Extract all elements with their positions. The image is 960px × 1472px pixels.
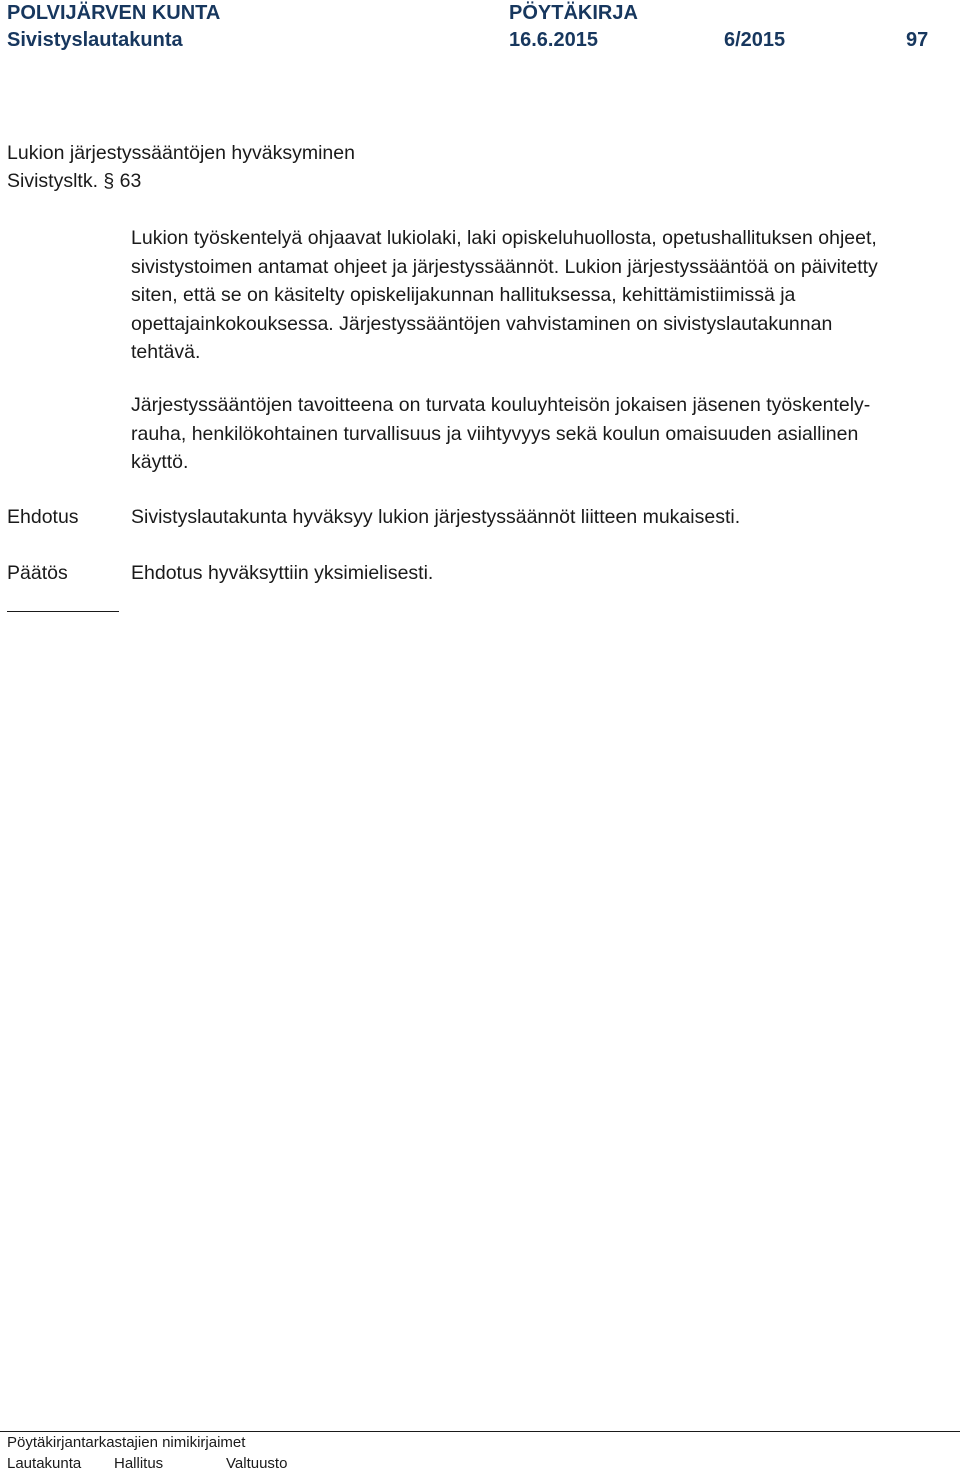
footer-col-government: Hallitus xyxy=(114,1455,164,1472)
paragraph-line: siten, että se on käsitelty opiskelijakunnan hallituksessa, kehittämistiimissä ja xyxy=(131,284,796,306)
paragraph-line: opettajainkokouksessa. Järjestyssääntöjen vahvistaminen on sivistyslautakunnan xyxy=(131,312,833,335)
paragraph-line: tehtävä. xyxy=(131,341,201,363)
footer-rule xyxy=(0,1431,960,1432)
section-end-rule xyxy=(7,611,119,612)
paragraph-goals xyxy=(131,391,951,477)
decision-text: Ehdotus hyväksyttiin yksimielisesti. xyxy=(131,562,434,584)
decision-label: Päätös xyxy=(7,562,68,584)
meeting-number: 6/2015 xyxy=(724,29,786,51)
committee-name: Sivistyslautakunta xyxy=(7,29,183,51)
organization-name: POLVIJÄRVEN KUNTA xyxy=(7,2,221,24)
paragraph-background xyxy=(131,224,951,367)
document-type: PÖYTÄKIRJA xyxy=(509,2,638,24)
item-title: Lukion järjestyssääntöjen hyväksyminen xyxy=(7,142,355,164)
signatures-label: Pöytäkirjantarkastajien nimikirjaimet xyxy=(7,1434,246,1451)
footer-col-board: Lautakunta xyxy=(7,1455,82,1472)
paragraph-line: sivistystoimen antamat ohjeet ja järjestyssäännöt. Lukion järjestyssääntöä on päivitetty xyxy=(131,255,878,278)
paragraph-line: Järjestyssääntöjen tavoitteena on turvata kouluyhteisön jokaisen jäsenen työskentely- xyxy=(131,394,871,416)
paragraph-line: käyttö. xyxy=(131,451,189,473)
paragraph-line: rauha, henkilökohtainen turvallisuus ja viihtyvyys sekä koulun omaisuuden asiallinen xyxy=(131,422,859,445)
proposal-text: Sivistyslautakunta hyväksyy lukion järjestyssäännöt liitteen mukaisesti. xyxy=(131,506,741,528)
meeting-date: 16.6.2015 xyxy=(509,29,598,51)
proposal-label: Ehdotus xyxy=(7,506,79,528)
paragraph-line: Lukion työskentelyä ohjaavat lukiolaki, laki opiskeluhuollosta, opetushallituksen ohjeet, xyxy=(131,227,877,249)
item-reference: Sivistysltk. § 63 xyxy=(7,170,142,192)
footer-col-council: Valtuusto xyxy=(226,1455,288,1472)
page-number: 97 xyxy=(906,29,929,51)
